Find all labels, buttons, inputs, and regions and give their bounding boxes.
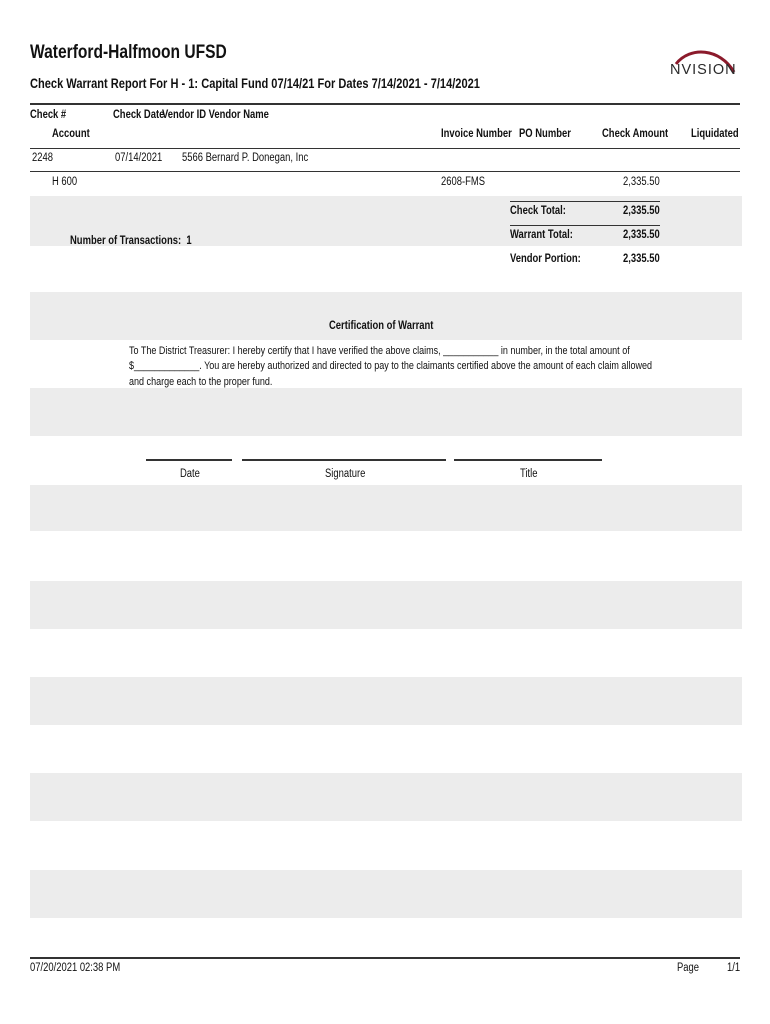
date-line	[146, 459, 232, 461]
footer-divider	[30, 957, 740, 959]
vendor-portion-value: 2,335.50	[623, 253, 660, 265]
signature-line	[242, 459, 446, 461]
certification-line-3: and charge each to the proper fund.	[129, 376, 273, 388]
check-date: 07/14/2021	[115, 152, 163, 164]
header-divider	[30, 103, 740, 105]
certification-line-1: To The District Treasurer: I hereby certify that I have verified the above claims, ___________ in number, in the total amount of	[129, 345, 630, 357]
nvision-logo	[668, 50, 738, 86]
warrant-total-label: Warrant Total:	[510, 229, 573, 241]
report-title: Check Warrant Report For H - 1: Capital Fund 07/14/21 For Dates 7/14/2021 - 7/14/2021	[30, 76, 480, 91]
check-total-rule	[510, 201, 660, 202]
vendor-portion-label: Vendor Portion:	[510, 253, 581, 265]
band	[30, 485, 742, 531]
band	[30, 581, 742, 629]
col-liquidated: Liquidated	[691, 128, 739, 140]
check-total-value: 2,335.50	[623, 205, 660, 217]
title-label: Title	[520, 468, 538, 480]
certification-line-2: $_____________. You are hereby authorized and directed to pay to the claimants certified above the amount of each claim allowed	[129, 360, 653, 372]
check-total-label: Check Total:	[510, 205, 566, 217]
footer-page-label: Page	[677, 962, 700, 974]
org-name: Waterford-Halfmoon UFSD	[30, 42, 227, 63]
transactions-count: Number of Transactions: 1	[70, 235, 192, 247]
band	[30, 870, 742, 918]
band	[30, 292, 742, 340]
invoice-number: 2608-FMS	[441, 176, 486, 188]
title-line	[454, 459, 602, 461]
footer-page-value: 1/1	[727, 962, 741, 974]
band	[30, 388, 742, 436]
col-check-number: Check #	[30, 109, 67, 121]
footer-timestamp: 07/20/2021 02:38 PM	[30, 962, 121, 974]
band	[30, 677, 742, 725]
row-divider	[30, 171, 740, 172]
account-code: H 600	[52, 176, 78, 188]
col-check-amount: Check Amount	[602, 128, 669, 140]
logo-text: NVISION	[670, 62, 737, 78]
columns-divider	[30, 148, 740, 149]
warrant-total-rule	[510, 225, 660, 226]
date-label: Date	[180, 468, 200, 480]
col-po-number: PO Number	[519, 128, 571, 140]
check-amount: 2,335.50	[623, 176, 660, 188]
warrant-total-value: 2,335.50	[623, 229, 660, 241]
certification-title: Certification of Warrant	[329, 320, 434, 332]
col-vendor: Vendor ID Vendor Name	[162, 109, 269, 121]
band	[30, 773, 742, 821]
check-number: 2248	[32, 152, 53, 164]
signature-label: Signature	[325, 468, 366, 480]
col-invoice-number: Invoice Number	[441, 128, 512, 140]
col-check-date: Check Date	[113, 109, 165, 121]
vendor-name: 5566 Bernard P. Donegan, Inc	[182, 152, 309, 164]
col-account: Account	[52, 128, 90, 140]
